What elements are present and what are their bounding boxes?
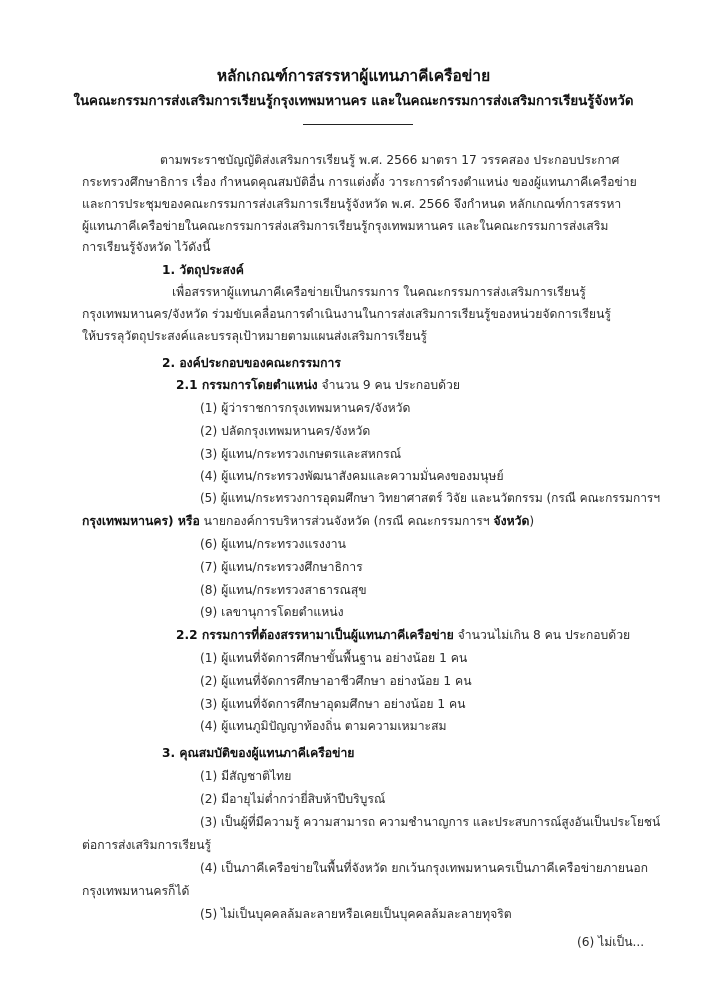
- document-subtitle: ในคณะกรรมการส่งเสริมการเรียนรู้กรุงเทพมหานคร และในคณะกรรมการส่งเสริมการเรียนรู้จังหวัด: [73, 94, 634, 109]
- list-item: (2) ปลัดกรุงเทพมหานคร/จังหวัด: [200, 424, 371, 438]
- list-item: (8) ผู้แทน/กระทรวงสาธารณสุข: [200, 583, 367, 597]
- section-1-line: เพื่อสรรหาผู้แทนภาคีเครือข่ายเป็นกรรมการ ในคณะกรรมการส่งเสริมการเรียนรู้: [172, 285, 586, 299]
- list-item: (4) ผู้แทนภูมิปัญญาท้องถิ่น ตามความเหมาะสม: [200, 719, 447, 733]
- list-item: (2) มีอายุไม่ต่ำกว่ายี่สิบห้าปีบริบูรณ์: [200, 792, 386, 806]
- list-item: (5) ผู้แทน/กระทรวงการอุดมศึกษา วิทยาศาสตร์ วิจัย และนวัตกรรม (กรณี คณะกรรมการฯ: [200, 491, 661, 505]
- subsection-2-2-label: 2.2 กรรมการที่ต้องสรรหามาเป็นผู้แทนภาคีเครือข่าย: [176, 628, 454, 642]
- page-continuation: (6) ไม่เป็น...: [577, 935, 645, 949]
- list-item-continuation: [82, 513, 534, 529]
- subsection-2-1-rest: จำนวน 9 คน ประกอบด้วย: [317, 378, 461, 392]
- list-item: (2) ผู้แทนที่จัดการศึกษาอาชีวศึกษา อย่างน้อย 1 คน: [200, 674, 472, 688]
- section-1-line: กรุงเทพมหานคร/จังหวัด ร่วมขับเคลื่อนการดำเนินงานในการส่งเสริมการเรียนรู้ของหน่วยจัดการเรียนรู้: [82, 307, 611, 321]
- list-item: (7) ผู้แทน/กระทรวงศึกษาธิการ: [200, 560, 363, 574]
- bold-text: หรือ: [173, 514, 200, 528]
- subsection-2-2-rest: จำนวนไม่เกิน 8 คน ประกอบด้วย: [453, 628, 631, 642]
- list-item: (1) มีสัญชาติไทย: [200, 769, 292, 783]
- list-item: (5) ไม่เป็นบุคคลล้มละลายหรือเคยเป็นบุคคลล้มละลายทุจริต: [200, 907, 512, 921]
- title-underline: [303, 124, 413, 125]
- subsection-2-2: [176, 627, 630, 643]
- list-item: (6) ผู้แทน/กระทรวงแรงงาน: [200, 537, 346, 551]
- list-item: (1) ผู้ว่าราชการกรุงเทพมหานคร/จังหวัด: [200, 401, 411, 415]
- list-item-continuation: ต่อการส่งเสริมการเรียนรู้: [82, 838, 212, 852]
- normal-text: ): [529, 514, 535, 528]
- section-1-line: ให้บรรลุวัตถุประสงค์และบรรลุเป้าหมายตามแผนส่งเสริมการเรียนรู้: [82, 329, 427, 343]
- document-title: หลักเกณฑ์การสรรหาผู้แทนภาคีเครือข่าย: [216, 67, 491, 85]
- intro-line: และการประชุมของคณะกรรมการส่งเสริมการเรียนรู้จังหวัด พ.ศ. 2566 จึงกำหนด หลักเกณฑ์การสรรหา: [82, 197, 622, 211]
- intro-line: การเรียนรู้จังหวัด ไว้ดังนี้: [82, 240, 211, 254]
- list-item: (1) ผู้แทนที่จัดการศึกษาขั้นพื้นฐาน อย่างน้อย 1 คน: [200, 651, 468, 665]
- list-item: (4) ผู้แทน/กระทรวงพัฒนาสังคมและความมั่นคงของมนุษย์: [200, 469, 504, 483]
- bold-text: กรุงเทพมหานคร): [82, 514, 174, 528]
- intro-line: กระทรวงศึกษาธิการ เรื่อง กำหนดคุณสมบัติอื่น การแต่งตั้ง วาระการดำรงตำแหน่ง ของผู้แทนภาคีเครือข่าย: [82, 175, 637, 189]
- intro-line: ตามพระราชบัญญัติส่งเสริมการเรียนรู้ พ.ศ. 2566 มาตรา 17 วรรคสอง ประกอบประกาศ: [160, 153, 620, 167]
- normal-text: นายกองค์การบริหารส่วนจังหวัด (กรณี คณะกรรมการฯ: [199, 514, 494, 528]
- list-item-continuation: กรุงเทพมหานครก็ได้: [82, 884, 190, 898]
- list-item: (3) ผู้แทนที่จัดการศึกษาอุดมศึกษา อย่างน้อย 1 คน: [200, 697, 466, 711]
- list-item: (4) เป็นภาคีเครือข่ายในพื้นที่จังหวัด ยกเว้นกรุงเทพมหานครเป็นภาคีเครือข่ายภายนอก: [200, 861, 649, 875]
- list-item: (3) ผู้แทน/กระทรวงเกษตรและสหกรณ์: [200, 447, 402, 461]
- bold-text: จังหวัด: [493, 514, 530, 528]
- section-3-heading: 3. คุณสมบัติของผู้แทนภาคีเครือข่าย: [162, 746, 355, 760]
- section-2-heading: 2. องค์ประกอบของคณะกรรมการ: [162, 356, 341, 370]
- subsection-2-1: [176, 377, 460, 393]
- list-item: (9) เลขานุการโดยตำแหน่ง: [200, 605, 344, 619]
- subsection-2-1-label: 2.1 กรรมการโดยตำแหน่ง: [176, 378, 318, 392]
- section-1-heading: 1. วัตถุประสงค์: [162, 263, 244, 277]
- list-item: (3) เป็นผู้ที่มีความรู้ ความสามารถ ความชำนาญการ และประสบการณ์สูงอันเป็นประโยชน์: [200, 815, 661, 829]
- intro-line: ผู้แทนภาคีเครือข่ายในคณะกรรมการส่งเสริมการเรียนรู้กรุงเทพมหานคร และในคณะกรรมการส่งเสริม: [82, 219, 609, 233]
